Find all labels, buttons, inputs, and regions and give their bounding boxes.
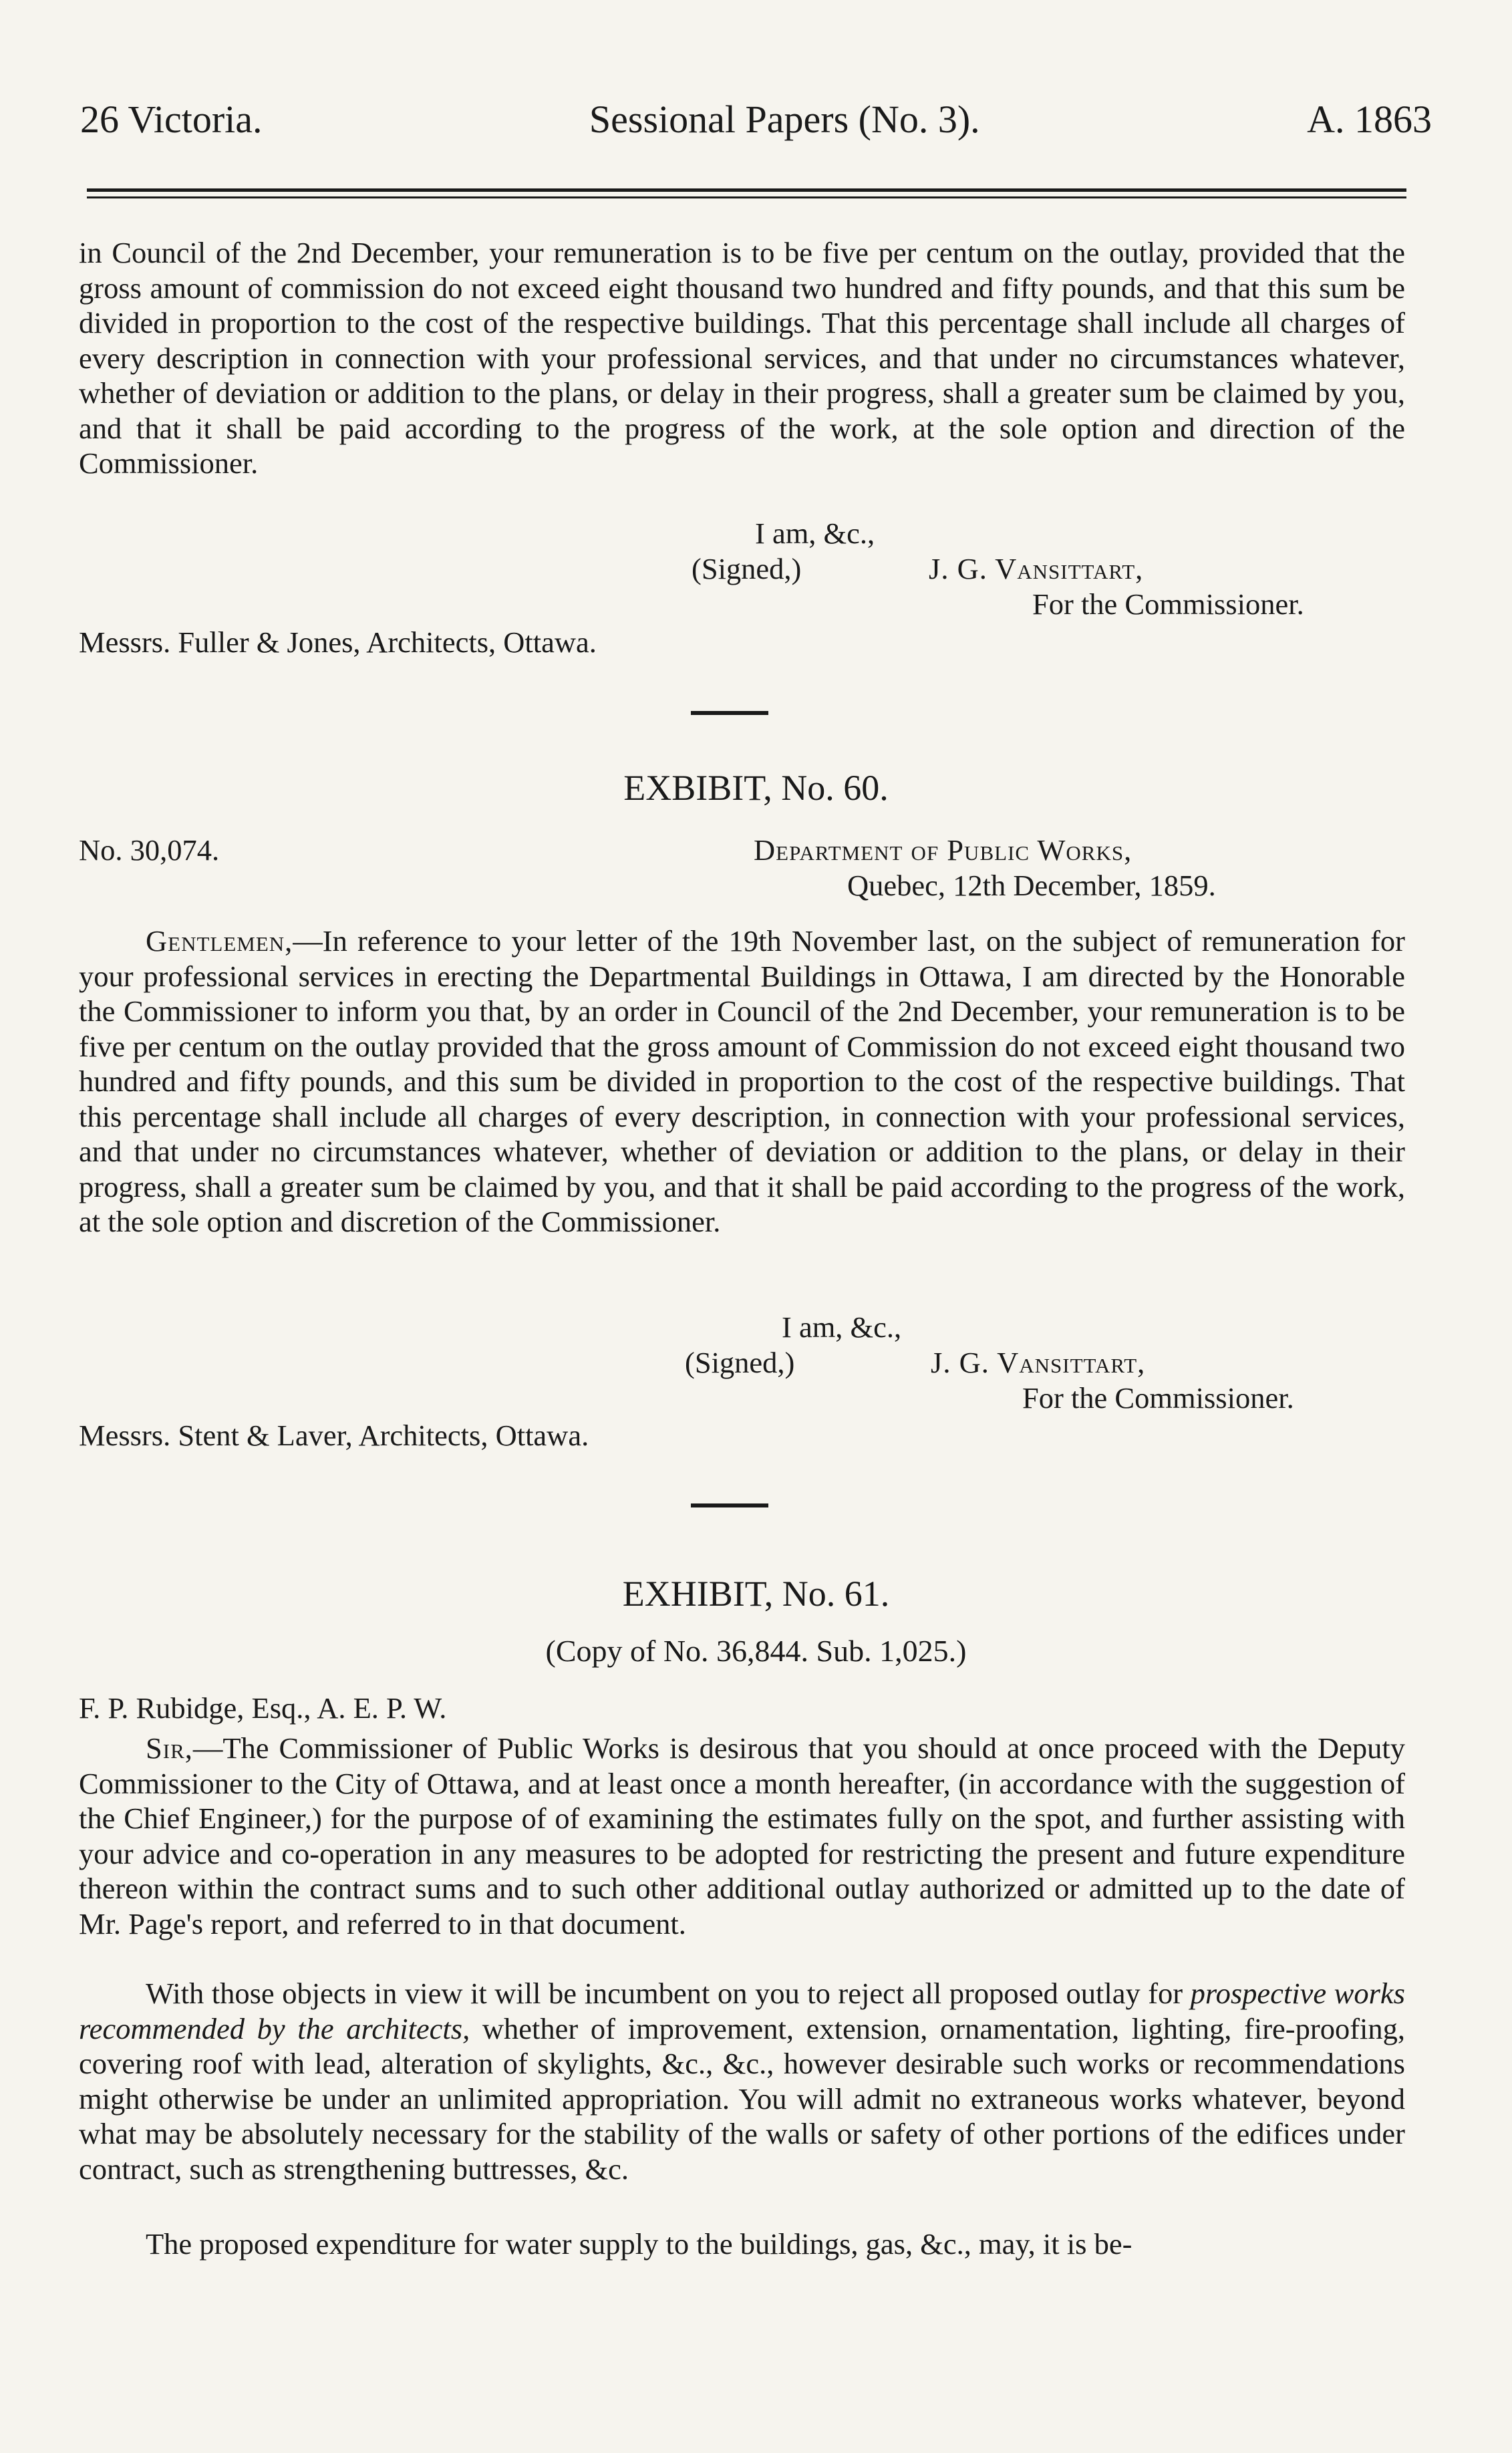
signatory-role-2: For the Commissioner.: [1022, 1381, 1294, 1415]
exhibit-60-number: No. 30,074.: [79, 833, 220, 867]
exhibit-61-para-2-start: With those objects in view it will be incumbent on you to reject all proposed outlay for: [146, 1977, 1191, 2010]
exhibit-61-para-2: [79, 1976, 1405, 2186]
signatory-2: J. G. Vansittart,: [931, 1346, 1146, 1379]
exhibit-60-title: EXBIBIT, No. 60.: [623, 768, 889, 808]
exhibit-61-para-2-italic: prospective works recommended by the architects,: [79, 1977, 1405, 2045]
closing-2: I am, &c.,: [782, 1310, 902, 1344]
header-session: 26 Victoria.: [80, 98, 263, 141]
addressee-2: Messrs. Stent & Laver, Architects, Ottawa.: [79, 1419, 589, 1452]
exhibit-61-salutation: Sir,: [146, 1731, 193, 1765]
exhibit-61-para-1-text: —The Commissioner of Public Works is desirous that you should at once proceed with the Deputy Commissioner to the City of Ottawa, and at least once a month hereafter, (in accordance with the suggestion of the Chief Engineer,) for the purpose of of examining the estimates fully on the spot, and further assisting with your advice and co-operation in any measures to be adopted for restricting the present and future expenditure thereon within the contract sums and to such other additional outlay authorized or admitted up to the date of Mr. Page's report, and referred to in that document.: [79, 1731, 1405, 1940]
section-separator: [691, 711, 768, 715]
exhibit-61-para-2-end: whether of improvement, extension, ornamentation, lighting, fire-proofing, covering roof with lead, alteration of skylights, &c., &c., however desirable such works or recommendations might otherwise be under an unlimited appropriation. You will admit no extraneous works whatever, beyond what may be absolutely necessary for the stability of the walls or safety of other portions of the edifices under contract, such as strengthening buttresses, &c.: [79, 2011, 1405, 2186]
signed-2: (Signed,): [685, 1346, 795, 1379]
exhibit-61-title: EXHIBIT, No. 61.: [622, 1574, 890, 1614]
section-separator: [691, 1503, 768, 1507]
exhibit-61-para-1: [79, 1731, 1405, 1941]
signatory-1: J. G. Vansittart,: [929, 552, 1144, 585]
exhibit-61-para-3: The proposed expenditure for water supply to the buildings, gas, &c., may, it is be-: [146, 2227, 1132, 2261]
exhibit-60-department: Department of Public Works,: [754, 833, 1132, 867]
exhibit-60-place-date: Quebec, 12th December, 1859.: [847, 869, 1216, 902]
exhibit-60-body: [79, 923, 1405, 1240]
addressee-1: Messrs. Fuller & Jones, Architects, Ottawa.: [79, 625, 597, 659]
header-year: A. 1863: [1307, 98, 1432, 141]
closing-1: I am, &c.,: [755, 517, 875, 550]
exhibit-60-salutation: Gentlemen,: [146, 924, 293, 958]
header-rule-thin: [87, 196, 1406, 198]
running-head: [80, 100, 1432, 139]
exhibit-60-body-text: —In reference to your letter of the 19th November last, on the subject of remuneration for your professional services in erecting the Departmental Buildings in Ottawa, I am directed by the Honorable the Commissioner to inform you that, by an order in Council of the 2nd December, your remuneration is to be five per centum on the outlay provided that the gross amount of Commission do not exceed eight thousand two hundred and fifty pounds, and this sum be divided in proportion to the cost of the respective buildings. That this percentage shall include all charges of every description, in connection with your professional services, and that under no circumstances whatever, whether of deviation or addition to the plans, or delay in their progress, shall a greater sum be claimed by you, and that it shall be paid according to the progress of the work, at the sole option and discretion of the Commissioner.: [79, 924, 1405, 1238]
continued-letter-body: in Council of the 2nd December, your remuneration is to be five per centum on the outlay, provided that the gross amount of commission do not exceed eight thousand two hundred and fifty pounds, and that this sum be divided in proportion to the cost of the respective buildings. That this percentage shall include all charges of every description in connection with your professional services, and that under no circumstances whatever, whether of deviation or addition to the plans, or delay in their progress, shall a greater sum be claimed by you, and that it shall be paid according to the progress of the work, at the sole option and direction of the Commissioner.: [79, 236, 1405, 480]
exhibit-61-addressee: F. P. Rubidge, Esq., A. E. P. W.: [79, 1691, 447, 1725]
signatory-role-1: For the Commissioner.: [1032, 587, 1304, 621]
header-rule: [87, 188, 1406, 192]
signed-1: (Signed,): [692, 552, 802, 585]
exhibit-61-copy-reference: (Copy of No. 36,844. Sub. 1,025.): [545, 1634, 967, 1668]
header-title: Sessional Papers (No. 3).: [589, 98, 980, 141]
